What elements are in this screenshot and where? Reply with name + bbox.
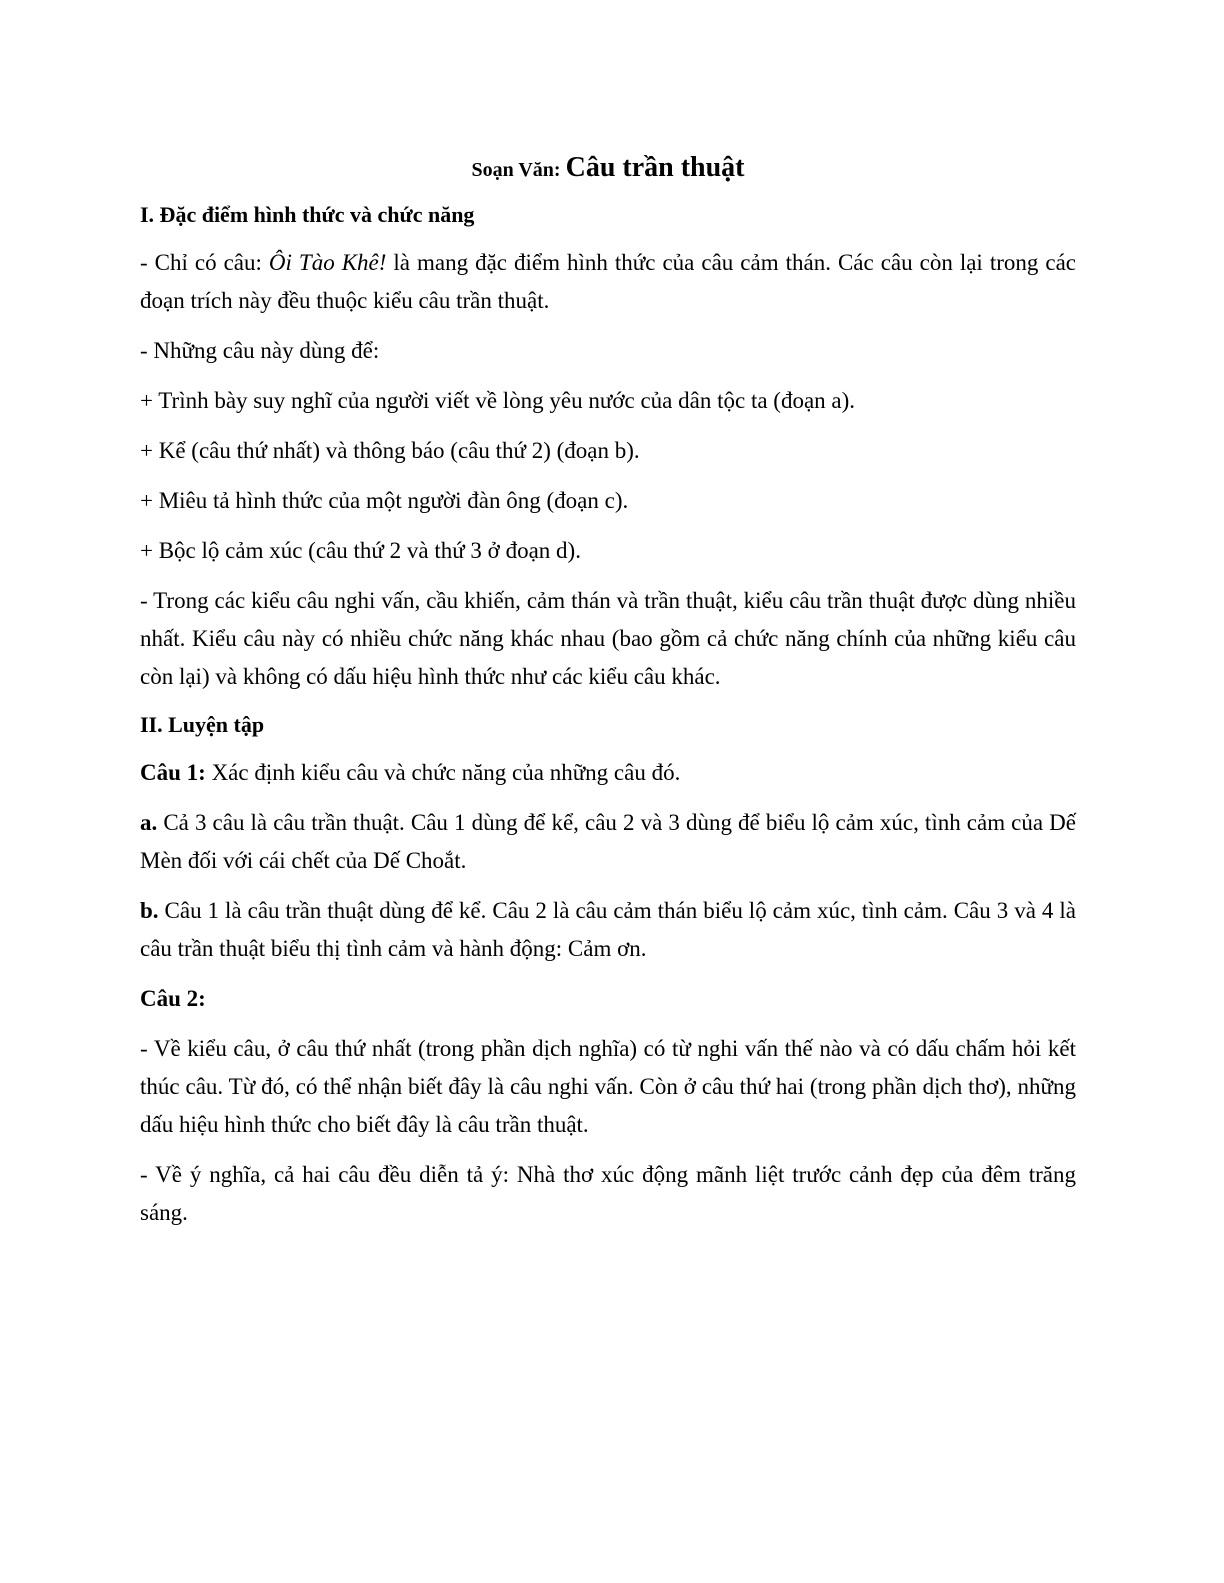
text: Xác định kiểu câu và chức năng của những câu đó.: [205, 760, 681, 785]
paragraph-usage-a: + Trình bày suy nghĩ của người viết về lòng yêu nước của dân tộc ta (đoạn a).: [140, 388, 856, 413]
answer-label: b.: [140, 898, 159, 923]
paragraph-summary: - Trong các kiểu câu nghi vấn, cầu khiến, cảm thán và trần thuật, kiểu câu trần thuật được dùng nhiều nhất. Kiểu câu này có nhiều chức năng khác nhau (bao gồm cả chức năng chính của những kiểu câu còn lại) và không có dấu hiệu hình thức như các kiểu câu khác.: [140, 588, 1076, 689]
paragraph-question-2: [140, 980, 1076, 1018]
section-heading-2: II. Luyện tập: [140, 712, 265, 737]
text: - Chỉ có câu:: [140, 250, 269, 275]
paragraph-question-2-meaning: - Về ý nghĩa, cả hai câu đều diễn tả ý: Nhà thơ xúc động mãnh liệt trước cảnh đẹp của đêm trăng sáng.: [140, 1162, 1076, 1225]
paragraph-usage-intro: - Những câu này dùng để:: [140, 338, 380, 363]
paragraph-usage-c: + Miêu tả hình thức của một người đàn ông (đoạn c).: [140, 488, 629, 513]
answer-label: a.: [140, 810, 158, 835]
title-prefix: Soạn Văn:: [471, 159, 566, 181]
paragraph-answer-a: [140, 804, 1076, 880]
text: Câu 1 là câu trần thuật dùng để kể. Câu 2 là câu cảm thán biểu lộ cảm xúc, tình cảm. Câu 3 và 4 là câu trần thuật biểu thị tình cảm và hành động: Cảm ơn.: [140, 898, 1076, 961]
paragraph-question-1: [140, 754, 1076, 792]
section-heading-1: I. Đặc điểm hình thức và chức năng: [140, 202, 475, 227]
question-label: Câu 2:: [140, 986, 206, 1011]
document-title: [140, 148, 1076, 190]
document-page: [140, 148, 1076, 1244]
question-label: Câu 1:: [140, 760, 206, 785]
paragraph-usage-b: + Kể (câu thứ nhất) và thông báo (câu thứ 2) (đoạn b).: [140, 438, 640, 463]
text: là mang đặc điểm hình thức của câu cảm thán. Các câu còn lại trong các đoạn trích này đều thuộc kiểu câu trần thuật.: [140, 250, 1076, 313]
text: Cả 3 câu là câu trần thuật. Câu 1 dùng để kể, câu 2 và 3 dùng để biểu lộ cảm xúc, tình cảm của Dế Mèn đối với cái chết của Dế Choắt.: [140, 810, 1076, 873]
paragraph-usage-d: + Bộc lộ cảm xúc (câu thứ 2 và thứ 3 ở đoạn d).: [140, 538, 581, 563]
paragraph-question-2-type: - Về kiểu câu, ở câu thứ nhất (trong phần dịch nghĩa) có từ nghi vấn thế nào và có dấu chấm hỏi kết thúc câu. Từ đó, có thể nhận biết đây là câu nghi vấn. Còn ở câu thứ hai (trong phần dịch thơ), những dấu hiệu hình thức cho biết đây là câu trần thuật.: [140, 1036, 1076, 1137]
paragraph-exclamation-note: [140, 244, 1076, 320]
paragraph-answer-b: [140, 892, 1076, 968]
italic-quote: Ôi Tào Khê!: [268, 250, 387, 275]
title-main: Câu trần thuật: [565, 152, 745, 183]
